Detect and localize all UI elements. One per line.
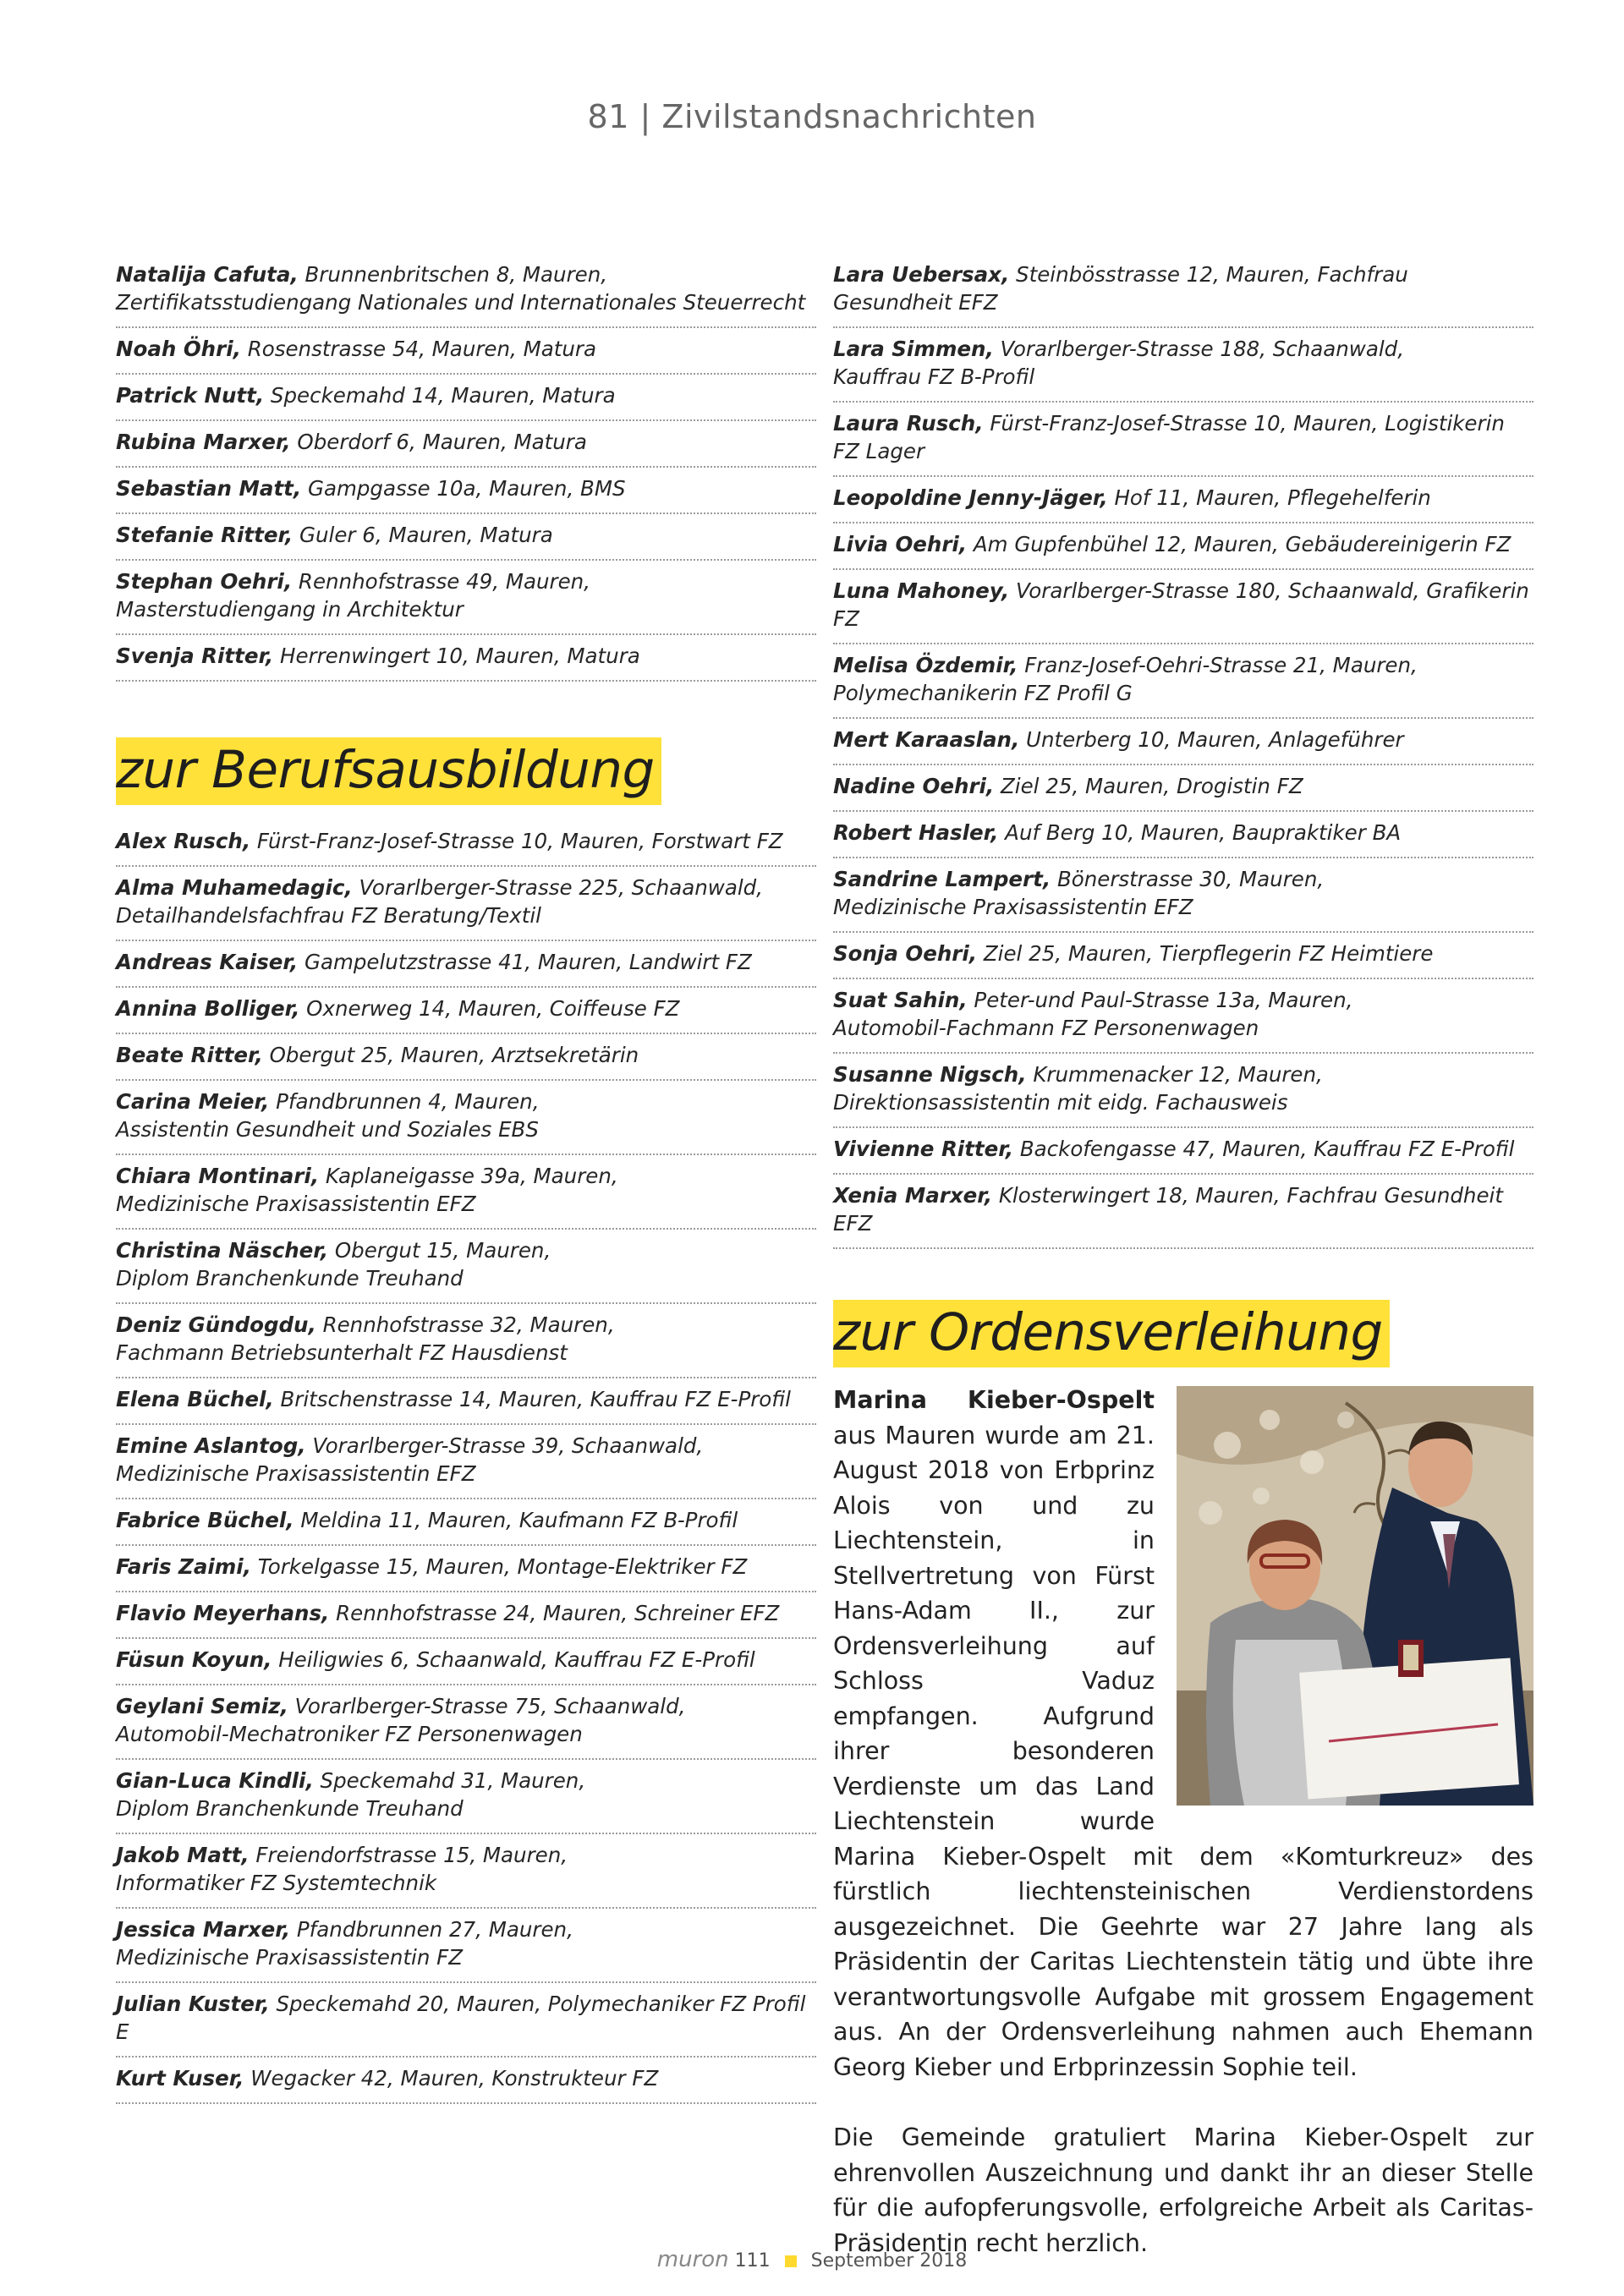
- person-detail-line2: Fachmann Betriebsunterhalt FZ Hausdienst: [116, 1340, 568, 1365]
- list-item: [116, 328, 816, 375]
- footer-square-icon: [785, 2255, 797, 2267]
- list-item: [116, 1639, 816, 1685]
- section-title: Zivilstandsnachrichten: [661, 98, 1037, 135]
- person-name: Christina Näscher,: [116, 1238, 329, 1263]
- person-detail: Fürst-Franz-Josef-Strasse 10, Mauren, Logistikerin FZ Lager: [833, 411, 1505, 463]
- person-detail-line2: Automobil-Mechatroniker FZ Personenwagen: [116, 1722, 583, 1746]
- list-item: [833, 1128, 1533, 1175]
- person-detail: Pfandbrunnen 4, Mauren,: [269, 1089, 540, 1114]
- person-name: Flavio Meyerhans,: [116, 1601, 330, 1625]
- person-detail-line2: Medizinische Praxisassistentin EFZ: [116, 1192, 476, 1216]
- person-detail-line2: Medizinische Praxisassistentin EFZ: [833, 895, 1193, 919]
- person-detail: Bönerstrasse 30, Mauren,: [1051, 867, 1325, 891]
- person-name: Rubina Marxer,: [116, 430, 291, 454]
- list-item: [833, 812, 1533, 858]
- list-item: [833, 644, 1533, 719]
- person-name: Luna Mahoney,: [833, 578, 1010, 603]
- list-item: [833, 1175, 1533, 1249]
- person-detail: Peter-und Paul-Strasse 13a, Mauren,: [967, 988, 1353, 1012]
- person-name: Robert Hasler,: [833, 820, 999, 845]
- page-header: [0, 98, 1624, 135]
- page-footer: [0, 2247, 1624, 2272]
- article-paragraph-1: aus Mauren wurde am 21. August 2018 von Erbprinz Alois von und zu Liechtenstein, in Stellvertretung von Fürst Hans-Adam II., zur Ordensverleihung auf Schloss Vaduz empfangen. Aufgrund ihrer besonderen Verdienste um das Land Liechtenstein wurde Marina Kieber-Ospelt mit dem «Komturkreuz» des fürstlich liechtensteinischen Verdienstordens ausgezeichnet. Die Geehrte war 27 Jahre lang als Präsidentin der Caritas Liechtenstein tätig und übte ihre verantwortungsvolle Aufgabe mit grossem Engagement aus. An der Ordensverleihung nahmen auch Ehemann Georg Kieber und Erbprinzessin Sophie teil.: [833, 1421, 1533, 2081]
- person-detail: Britschenstrasse 14, Mauren, Kauffrau FZ E-Profil: [273, 1387, 791, 1411]
- person-detail: Pfandbrunnen 27, Mauren,: [290, 1917, 573, 1942]
- person-detail-line2: Informatiker FZ Systemtechnik: [116, 1871, 437, 1895]
- person-name: Alex Rusch,: [116, 829, 251, 853]
- person-name: Noah Öhri,: [116, 337, 241, 361]
- list-item: [116, 1983, 816, 2058]
- person-detail: Heiligwies 6, Schaanwald, Kauffrau FZ E-Profil: [272, 1647, 755, 1672]
- person-name: Füsun Koyun,: [116, 1647, 272, 1672]
- person-detail: Obergut 15, Mauren,: [328, 1238, 551, 1263]
- person-detail: Vorarlberger-Strasse 39, Schaanwald,: [305, 1433, 704, 1458]
- person-name: Gian-Luca Kindli,: [116, 1768, 314, 1793]
- person-name: Stefanie Ritter,: [116, 523, 294, 547]
- person-detail-line2: Medizinische Praxisassistentin FZ: [116, 1945, 464, 1970]
- person-detail: Oxnerweg 14, Mauren, Coiffeuse FZ: [299, 996, 680, 1021]
- person-detail-line2: Zertifikatsstudiengang Nationales und Internationales Steuerrecht: [116, 290, 806, 315]
- list-item: [833, 858, 1533, 933]
- list-item: [116, 421, 816, 468]
- person-detail: Unterberg 10, Mauren, Anlageführer: [1019, 727, 1404, 752]
- list-item: [116, 941, 816, 988]
- list-item: [116, 1760, 816, 1834]
- left-entry-list: [116, 254, 816, 682]
- berufsausbildung-heading-wrap: [116, 737, 816, 805]
- list-item: [833, 477, 1533, 523]
- list-item: [116, 1909, 816, 1983]
- list-item: [116, 1304, 816, 1378]
- person-detail: Klosterwingert 18, Mauren, Fachfrau Gesundheit EFZ: [833, 1183, 1503, 1236]
- person-detail: Herrenwingert 10, Mauren, Matura: [273, 644, 640, 668]
- person-detail: Vorarlberger-Strasse 75, Schaanwald,: [288, 1694, 686, 1718]
- list-item: [833, 765, 1533, 812]
- person-detail: Brunnenbritschen 8, Mauren,: [298, 262, 608, 287]
- list-item: [116, 1546, 816, 1592]
- person-detail: Speckemahd 31, Mauren,: [313, 1768, 586, 1793]
- person-detail: Wegacker 42, Mauren, Konstrukteur FZ: [244, 2066, 659, 2091]
- ordensverleihung-article: [833, 1383, 1533, 2260]
- list-item: [116, 375, 816, 421]
- person-name: Annina Bolliger,: [116, 996, 300, 1021]
- header-separator: |: [639, 98, 651, 135]
- person-name: Vivienne Ritter,: [833, 1137, 1014, 1161]
- person-detail: Fürst-Franz-Josef-Strasse 10, Mauren, Forstwart FZ: [250, 829, 783, 853]
- list-item: [833, 933, 1533, 979]
- person-detail-line2: Polymechanikerin FZ Profil G: [833, 681, 1133, 705]
- person-detail: Speckemahd 14, Mauren, Matura: [264, 383, 616, 408]
- person-name: Stephan Oehri,: [116, 569, 293, 594]
- list-item: [116, 988, 816, 1034]
- ordensverleihung-heading-wrap: [833, 1300, 1533, 1367]
- person-name: Fabrice Büchel,: [116, 1508, 294, 1532]
- person-name: Laura Rusch,: [833, 411, 984, 436]
- person-name: Leopoldine Jenny-Jäger,: [833, 485, 1108, 510]
- person-detail: Steinbösstrasse 12, Mauren, Fachfrau Gesundheit EFZ: [833, 262, 1408, 315]
- person-detail-line2: Detailhandelsfachfrau FZ Beratung/Textil: [116, 903, 541, 928]
- person-detail: Torkelgasse 15, Mauren, Montage-Elektriker FZ: [250, 1554, 748, 1579]
- person-name: Alma Muhamedagic,: [116, 875, 353, 900]
- person-detail: Rennhofstrasse 24, Mauren, Schreiner EFZ: [329, 1601, 780, 1625]
- person-name: Patrick Nutt,: [116, 383, 265, 408]
- list-item: [116, 1685, 816, 1760]
- person-name: Beate Ritter,: [116, 1043, 263, 1067]
- person-detail-line2: Masterstudiengang in Architektur: [116, 597, 464, 622]
- left-column: [116, 254, 816, 2104]
- person-name: Livia Oehri,: [833, 532, 968, 556]
- person-name: Faris Zaimi,: [116, 1554, 251, 1579]
- right-entry-list: [833, 254, 1533, 1249]
- person-name: Carina Meier,: [116, 1089, 270, 1114]
- footer-date: September 2018: [810, 2250, 968, 2271]
- person-detail: Kaplaneigasse 39a, Mauren,: [319, 1164, 618, 1188]
- list-item: [116, 2058, 816, 2104]
- right-column: [833, 254, 1533, 2260]
- list-item: [116, 1499, 816, 1546]
- person-detail-line2: Medizinische Praxisassistentin EFZ: [116, 1461, 476, 1486]
- list-item: [833, 523, 1533, 570]
- list-item: [833, 570, 1533, 644]
- article-paragraph-2: Die Gemeinde gratuliert Marina Kieber-Ospelt zur ehrenvollen Auszeichnung und dankt ihr an dieser Stelle für die aufopferungsvolle, erfolgreiche Arbeit als Caritas-Präsidentin recht herzlich.: [833, 2123, 1533, 2257]
- list-item: [833, 1054, 1533, 1128]
- person-detail: Guler 6, Mauren, Matura: [293, 523, 553, 547]
- person-name: Andreas Kaiser,: [116, 950, 299, 974]
- list-item: [833, 403, 1533, 477]
- person-name: Susanne Nigsch,: [833, 1062, 1027, 1087]
- person-detail-line2: Diplom Branchenkunde Treuhand: [116, 1796, 464, 1821]
- ordensverleihung-heading: zur Ordensverleihung: [833, 1300, 1390, 1367]
- person-detail-line2: Diplom Branchenkunde Treuhand: [116, 1266, 464, 1290]
- person-detail: Vorarlberger-Strasse 188, Schaanwald,: [993, 337, 1405, 361]
- person-detail: Vorarlberger-Strasse 180, Schaanwald, Grafikerin FZ: [833, 578, 1529, 631]
- list-item: [116, 820, 816, 867]
- person-name: Xenia Marxer,: [833, 1183, 993, 1208]
- list-item: [116, 561, 816, 635]
- person-detail: Ziel 25, Mauren, Drogistin FZ: [994, 774, 1303, 798]
- person-name: Lara Uebersax,: [833, 262, 1010, 287]
- person-detail: Oberdorf 6, Mauren, Matura: [290, 430, 587, 454]
- list-item: [116, 254, 816, 328]
- person-name: Svenja Ritter,: [116, 644, 274, 668]
- list-item: [116, 1230, 816, 1304]
- page-number: 81: [587, 98, 629, 135]
- person-detail: Franz-Josef-Oehri-Strasse 21, Mauren,: [1018, 653, 1418, 677]
- award-ceremony-photo: [1177, 1386, 1533, 1806]
- berufsausbildung-entry-list: [116, 820, 816, 2104]
- person-name: Julian Kuster,: [116, 1992, 270, 2016]
- person-name: Chiara Montinari,: [116, 1164, 320, 1188]
- person-name: Melisa Özdemir,: [833, 653, 1018, 677]
- person-detail: Gampelutzstrasse 41, Mauren, Landwirt FZ: [298, 950, 752, 974]
- list-item: [116, 1081, 816, 1155]
- person-name: Lara Simmen,: [833, 337, 994, 361]
- person-detail: Hof 11, Mauren, Pflegehelferin: [1107, 485, 1431, 510]
- person-detail-line2: Kauffrau FZ B-Profil: [833, 364, 1035, 389]
- footer-brand: muron: [656, 2247, 729, 2272]
- person-detail-line2: Direktionsassistentin mit eidg. Fachausweis: [833, 1090, 1288, 1115]
- lead-name: Marina Kieber-Ospelt: [833, 1386, 1155, 1414]
- person-detail-line2: Automobil-Fachmann FZ Personenwagen: [833, 1016, 1259, 1040]
- person-name: Elena Büchel,: [116, 1387, 274, 1411]
- list-item: [116, 1378, 816, 1425]
- list-item: [116, 1034, 816, 1081]
- person-detail: Am Gupfenbühel 12, Mauren, Gebäudereinigerin FZ: [967, 532, 1512, 556]
- person-name: Kurt Kuser,: [116, 2066, 244, 2091]
- person-detail: Krummenacker 12, Mauren,: [1026, 1062, 1323, 1087]
- person-detail: Backofengasse 47, Mauren, Kauffrau FZ E-Profil: [1013, 1137, 1515, 1161]
- person-name: Emine Aslantog,: [116, 1433, 306, 1458]
- person-name: Nadine Oehri,: [833, 774, 995, 798]
- list-item: [116, 468, 816, 514]
- person-detail: Rennhofstrasse 49, Mauren,: [292, 569, 590, 594]
- person-detail: Rosenstrasse 54, Mauren, Matura: [240, 337, 596, 361]
- list-item: [116, 1425, 816, 1499]
- person-name: Mert Karaaslan,: [833, 727, 1020, 752]
- list-item: [116, 514, 816, 561]
- list-item: [833, 328, 1533, 403]
- person-detail: Auf Berg 10, Mauren, Baupraktiker BA: [998, 820, 1402, 845]
- person-name: Jakob Matt,: [116, 1843, 250, 1867]
- person-detail: Meldina 11, Mauren, Kaufmann FZ B-Profil: [294, 1508, 738, 1532]
- list-item: [116, 1592, 816, 1639]
- person-name: Deniz Gündogdu,: [116, 1312, 316, 1337]
- award-photo-illustration: [1177, 1386, 1533, 1806]
- person-detail: Obergut 25, Mauren, Arztsekretärin: [262, 1043, 639, 1067]
- person-detail: Rennhofstrasse 32, Mauren,: [315, 1312, 615, 1337]
- person-name: Jessica Marxer,: [116, 1917, 291, 1942]
- person-name: Suat Sahin,: [833, 988, 968, 1012]
- footer-issue: 111: [734, 2250, 771, 2271]
- person-name: Geylani Semiz,: [116, 1694, 288, 1718]
- person-detail: Ziel 25, Mauren, Tierpflegerin FZ Heimtiere: [977, 941, 1434, 966]
- list-item: [116, 1155, 816, 1230]
- list-item: [833, 254, 1533, 328]
- person-detail: Speckemahd 20, Mauren, Polymechaniker FZ Profil E: [116, 1992, 806, 2044]
- list-item: [116, 867, 816, 941]
- person-name: Sebastian Matt,: [116, 476, 302, 501]
- person-detail: Gampgasse 10a, Mauren, BMS: [301, 476, 626, 501]
- person-detail: Vorarlberger-Strasse 225, Schaanwald,: [352, 875, 763, 900]
- person-name: Sonja Oehri,: [833, 941, 978, 966]
- person-detail-line2: Assistentin Gesundheit und Soziales EBS: [116, 1117, 539, 1142]
- person-detail: Freiendorfstrasse 15, Mauren,: [249, 1843, 568, 1867]
- person-name: Sandrine Lampert,: [833, 867, 1051, 891]
- list-item: [116, 1834, 816, 1909]
- list-item: [833, 979, 1533, 1054]
- list-item: [833, 719, 1533, 765]
- list-item: [116, 635, 816, 682]
- berufsausbildung-heading: zur Berufsausbildung: [116, 737, 661, 805]
- person-name: Natalija Cafuta,: [116, 262, 299, 287]
